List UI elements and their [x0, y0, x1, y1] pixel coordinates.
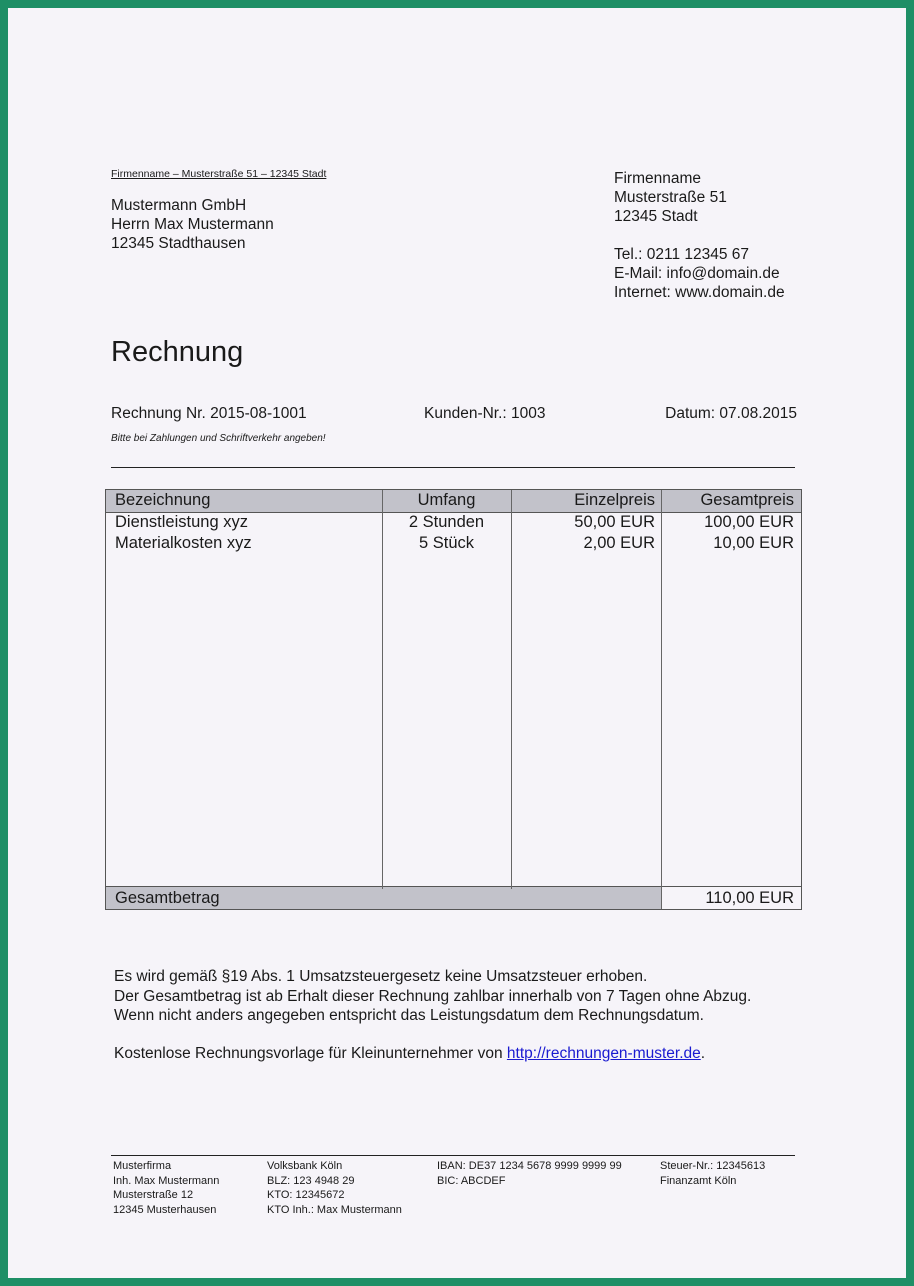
footer-line: KTO Inh.: Max Mustermann — [267, 1203, 402, 1216]
footer-company — [113, 1159, 219, 1217]
row2-unit-price: 2,00 EUR — [583, 534, 655, 552]
invoice-page — [8, 8, 906, 1278]
header-gesamtpreis: Gesamtpreis — [700, 491, 794, 509]
template-credit — [114, 1044, 751, 1064]
sender-address-line: Firmenname – Musterstraße 51 – 12345 Stadt — [111, 168, 327, 180]
row1-unit-price: 50,00 EUR — [574, 513, 655, 531]
recipient-person: Herrn Max Mustermann — [111, 216, 274, 233]
footer-line: BLZ: 123 4948 29 — [267, 1174, 355, 1187]
row1-total-price: 100,00 EUR — [704, 513, 794, 531]
row2-total-price: 10,00 EUR — [713, 534, 794, 552]
recipient-address — [111, 196, 274, 253]
footer-divider — [111, 1155, 795, 1156]
recipient-city: 12345 Stadthausen — [111, 235, 246, 252]
tax-note: Es wird gemäß §19 Abs. 1 Umsatzsteuergesetz keine Umsatzsteuer erhoben. — [114, 968, 648, 985]
company-contact-block — [614, 169, 785, 302]
row1-quantity: 2 Stunden — [408, 513, 485, 531]
company-email: E-Mail: info@domain.de — [614, 265, 780, 282]
footer-tax — [660, 1159, 765, 1188]
column-divider — [511, 490, 512, 889]
service-date-note: Wenn nicht anders angegeben entspricht das Leistungsdatum dem Rechnungsdatum. — [114, 1007, 704, 1024]
total-label: Gesamtbetrag — [115, 889, 220, 907]
invoice-date: Datum: 07.08.2015 — [665, 405, 797, 422]
template-credit-end: . — [700, 1044, 706, 1062]
company-phone: Tel.: 0211 12345 67 — [614, 246, 750, 263]
footer-line: 12345 Musterhausen — [113, 1203, 217, 1216]
header-umfang: Umfang — [417, 491, 476, 509]
header-einzelpreis: Einzelpreis — [574, 491, 655, 509]
total-value: 110,00 EUR — [705, 889, 794, 907]
footer-line: Musterstraße 12 — [113, 1189, 194, 1201]
footer-line: Steuer-Nr.: 12345613 — [660, 1160, 766, 1172]
recipient-company: Mustermann GmbH — [111, 197, 247, 214]
company-website: Internet: www.domain.de — [614, 284, 785, 301]
invoice-number: Rechnung Nr. 2015-08-1001 — [111, 405, 307, 422]
company-name: Firmenname — [614, 170, 701, 187]
footer-line: Finanzamt Köln — [660, 1174, 737, 1187]
line-items-table — [105, 489, 802, 910]
column-divider — [661, 490, 662, 909]
footer-line: BIC: ABCDEF — [437, 1174, 506, 1187]
customer-number: Kunden-Nr.: 1003 — [424, 405, 546, 422]
reference-hint: Bitte bei Zahlungen und Schriftverkehr angeben! — [111, 433, 326, 444]
header-bezeichnung: Bezeichnung — [115, 491, 211, 509]
row1-description: Dienstleistung xyz — [115, 513, 248, 531]
footer-iban — [437, 1159, 622, 1188]
row2-quantity: 5 Stück — [418, 534, 475, 552]
invoice-notes — [114, 967, 751, 1063]
footer-line: Musterfirma — [113, 1160, 172, 1172]
footer-bank — [267, 1159, 402, 1217]
payment-terms: Der Gesamtbetrag ist ab Erhalt dieser Rechnung zahlbar innerhalb von 7 Tagen ohne Abzug. — [114, 987, 752, 1005]
company-city: 12345 Stadt — [614, 208, 698, 225]
footer-line: Inh. Max Mustermann — [113, 1174, 220, 1187]
row2-description: Materialkosten xyz — [115, 534, 252, 552]
footer-line: Volksbank Köln — [267, 1160, 343, 1172]
company-street: Musterstraße 51 — [614, 189, 727, 206]
footer-line: IBAN: DE37 1234 5678 9999 9999 99 — [437, 1160, 622, 1172]
template-credit-text: Kostenlose Rechnungsvorlage für Kleinunternehmer von — [114, 1044, 507, 1062]
footer-line: KTO: 12345672 — [267, 1189, 345, 1201]
header-divider — [111, 467, 795, 468]
document-title: Rechnung — [111, 336, 244, 368]
template-link[interactable]: http://rechnungen-muster.de — [506, 1044, 701, 1062]
